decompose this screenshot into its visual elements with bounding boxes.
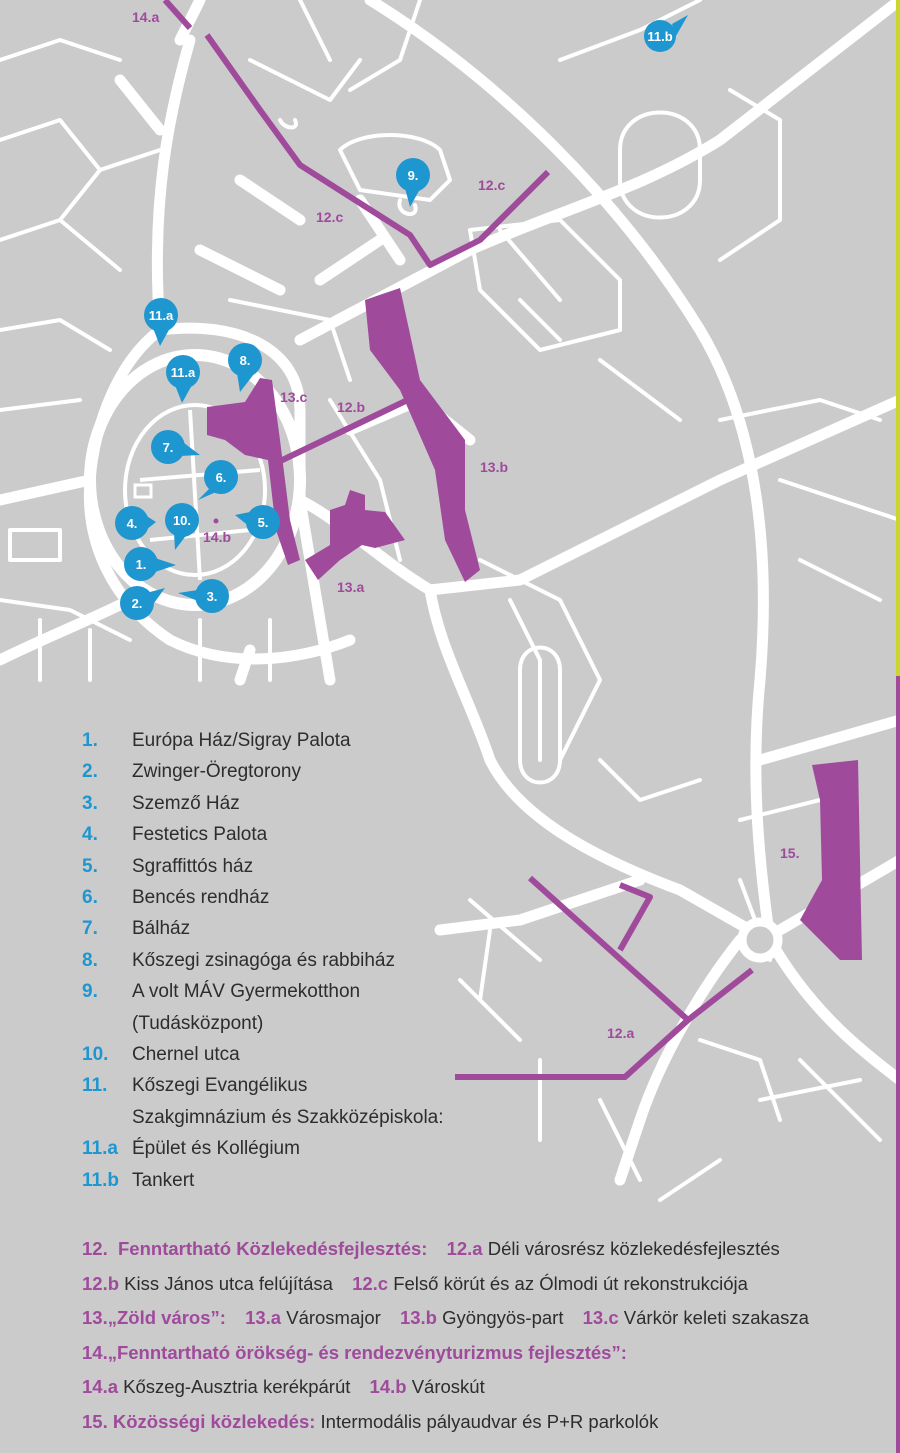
pin-4[interactable] (115, 506, 156, 540)
pin-11a[interactable] (166, 355, 200, 403)
svg-text:1.: 1. (135, 557, 147, 572)
svg-text:9.: 9. (407, 168, 419, 183)
landmark-legend (82, 725, 702, 1196)
project-legend (82, 1232, 882, 1439)
legend-item (82, 1102, 702, 1133)
svg-text:11.a: 11.a (148, 308, 174, 323)
plan-text: Kőszeg-Ausztria kerékpárút (123, 1376, 351, 1397)
legend-text: Chernel utca (132, 1044, 240, 1066)
legend-item (82, 976, 702, 1007)
legend-number: 6. (82, 887, 98, 909)
label-14a: 14.a (132, 9, 160, 25)
legend-text: Épület és Kollégium (132, 1138, 300, 1160)
svg-text:3.: 3. (206, 589, 218, 604)
pin-6[interactable] (198, 460, 238, 500)
plan-number: 13.b (399, 1307, 437, 1328)
pin-11b[interactable] (644, 15, 688, 52)
legend-text: Európa Ház/Sigray Palota (132, 730, 351, 751)
label-14b: 14.b (203, 529, 232, 545)
legend-number: 7. (82, 918, 98, 940)
legend-text: Szakgimnázium és Szakközépiskola: (132, 1106, 444, 1128)
plan-number: 13. (82, 1307, 108, 1328)
plan-text: Városkút (411, 1376, 485, 1397)
svg-text:2.: 2. (131, 596, 143, 611)
label-12c-right: 12.c (478, 177, 506, 193)
label-12b: 12.b (337, 399, 366, 415)
svg-text:4.: 4. (126, 516, 138, 531)
plan-number: 15. (82, 1410, 108, 1432)
route-14a (165, 0, 190, 28)
label-12c-left: 12.c (316, 209, 344, 225)
legend-number: 9. (82, 981, 98, 1003)
legend-item (82, 788, 702, 819)
legend-item (82, 882, 702, 913)
legend-number: 1. (82, 730, 98, 751)
legend-item (82, 756, 702, 787)
label-13c: 13.c (280, 389, 308, 405)
label-13a: 13.a (337, 579, 365, 595)
legend-item (82, 819, 702, 850)
legend-item (82, 945, 702, 976)
label-15: 15. (780, 845, 800, 861)
plan-row-12 (82, 1232, 882, 1267)
legend-text: Kőszegi zsinagóga és rabbiház (132, 949, 396, 971)
plan-text: Városmajor (286, 1307, 381, 1328)
svg-text:8.: 8. (239, 353, 251, 368)
plan-heading: Közösségi közlekedés: (112, 1410, 316, 1432)
plan-row-14 (82, 1336, 882, 1371)
legend-number: 11. (82, 1075, 108, 1097)
legend-number: 11.b (82, 1169, 119, 1191)
legend-item (82, 1008, 702, 1039)
pin-5[interactable] (235, 505, 280, 539)
svg-text:6.: 6. (215, 470, 227, 485)
plan-number: 13.c (582, 1307, 619, 1328)
plan-row-12bc (82, 1267, 882, 1302)
legend-text: Zwinger-Öregtorony (132, 761, 301, 783)
plan-number: 13.a (245, 1307, 282, 1328)
svg-text:7.: 7. (162, 440, 174, 455)
legend-number: 5. (82, 855, 98, 877)
plan-number: 12.c (352, 1272, 389, 1294)
svg-text:11.a: 11.a (170, 365, 196, 380)
svg-text:5.: 5. (257, 515, 269, 530)
plan-heading: Fenntartható Közlekedésfejlesztés: (118, 1238, 428, 1259)
legend-item (82, 1039, 702, 1070)
label-12a: 12.a (607, 1025, 635, 1041)
svg-text:10.: 10. (172, 513, 192, 528)
legend-text: Festetics Palota (132, 824, 268, 846)
legend-item (82, 1070, 702, 1101)
legend-item (82, 1165, 702, 1196)
legend-number: 10. (82, 1044, 109, 1066)
legend-number: 2. (82, 761, 98, 783)
legend-text: Bálház (132, 918, 191, 940)
marker-14b (214, 519, 219, 524)
legend-text: Kőszegi Evangélikus (132, 1075, 308, 1097)
legend-text: Bencés rendház (132, 887, 270, 909)
legend-number: 4. (82, 824, 98, 846)
plan-row-14ab (82, 1370, 882, 1405)
plan-number: 14.a (82, 1376, 119, 1397)
plan-number: 14. (82, 1341, 108, 1363)
plan-text: Gyöngyös-part (442, 1307, 564, 1328)
plan-heading: „Zöld város”: (107, 1307, 226, 1328)
accent-bar-purple (896, 676, 900, 1453)
pin-1[interactable] (124, 547, 176, 581)
plan-number: 12.b (82, 1272, 120, 1294)
roundabout (742, 922, 778, 958)
plan-number: 12.a (446, 1238, 483, 1259)
plan-text: Felső körút és az Ólmodi út rekonstrukciója (393, 1272, 748, 1294)
plan-number: 12. (82, 1238, 108, 1259)
plan-text: Várkör keleti szakasza (623, 1307, 809, 1328)
svg-text:11.b: 11.b (647, 29, 673, 44)
legend-text: A volt MÁV Gyermekotthon (132, 981, 361, 1003)
legend-text: Tankert (132, 1169, 195, 1191)
accent-bar-green (896, 0, 900, 676)
legend-text: (Tudásközpont) (132, 1012, 264, 1034)
legend-text: Szemző Ház (132, 792, 240, 814)
plan-text: Intermodális pályaudvar és P+R parkolók (320, 1410, 659, 1432)
legend-item (82, 913, 702, 944)
legend-item (82, 725, 702, 756)
legend-number: 3. (82, 792, 98, 814)
plan-row-13 (82, 1301, 882, 1336)
pin-10[interactable] (165, 503, 199, 550)
label-13b: 13.b (480, 459, 509, 475)
legend-item (82, 851, 702, 882)
area-15 (800, 760, 862, 960)
plan-row-15 (82, 1405, 882, 1440)
legend-item (82, 1133, 702, 1164)
plan-heading: „Fenntartható örökség- és rendezvényturizmus fejlesztés”: (107, 1341, 627, 1363)
plan-number: 14.b (369, 1376, 407, 1397)
legend-number: 11.a (82, 1138, 118, 1160)
plan-text: Kiss János utca felújítása (124, 1272, 333, 1294)
legend-text: Sgraffittós ház (132, 855, 254, 877)
plan-text: Déli városrész közlekedésfejlesztés (487, 1238, 780, 1259)
legend-number: 8. (82, 949, 98, 971)
